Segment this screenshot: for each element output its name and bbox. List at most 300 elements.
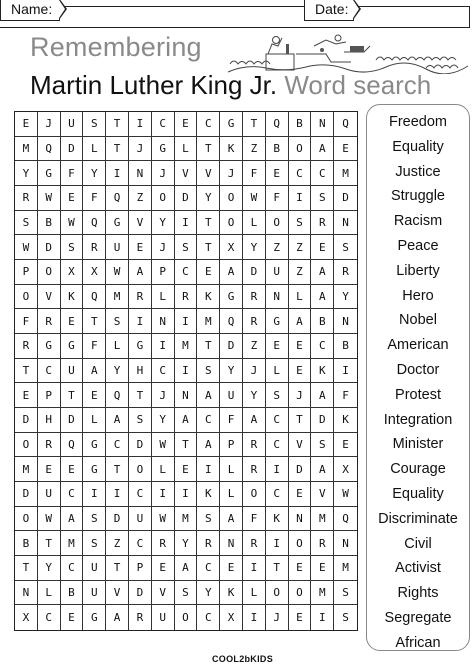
grid-cell: O — [289, 531, 312, 556]
grid-cell: A — [83, 359, 106, 384]
grid-cell: Z — [129, 186, 152, 211]
grid-cell: A — [129, 260, 152, 285]
grid-cell: A — [311, 383, 334, 408]
grid-cell: M — [61, 531, 84, 556]
grid-cell: S — [129, 408, 152, 433]
grid-cell: I — [243, 605, 266, 630]
grid-cell: A — [220, 507, 243, 532]
grid-cell: T — [197, 211, 220, 236]
grid-cell: D — [129, 433, 152, 458]
grid-cell: K — [220, 137, 243, 162]
grid-cell: T — [197, 137, 220, 162]
grid-cell: A — [311, 285, 334, 310]
grid-cell: W — [243, 186, 266, 211]
grid-cell: J — [129, 137, 152, 162]
grid-cell: E — [15, 112, 38, 137]
grid-cell: G — [266, 309, 289, 334]
grid-cell: F — [61, 161, 84, 186]
grid-cell: K — [311, 359, 334, 384]
crowd-illustration-icon — [226, 34, 470, 74]
grid-cell: X — [334, 457, 357, 482]
grid-cell: E — [220, 556, 243, 581]
grid-cell: C — [38, 359, 61, 384]
grid-cell: G — [220, 285, 243, 310]
grid-cell: U — [152, 605, 175, 630]
grid-cell: D — [61, 137, 84, 162]
grid-cell: L — [152, 457, 175, 482]
grid-cell: C — [38, 605, 61, 630]
grid-cell: C — [197, 556, 220, 581]
grid-cell: C — [197, 408, 220, 433]
word-search-grid — [14, 111, 358, 631]
grid-cell: T — [106, 556, 129, 581]
grid-cell: D — [289, 457, 312, 482]
grid-cell: Q — [334, 507, 357, 532]
grid-cell: J — [266, 605, 289, 630]
grid-cell: M — [15, 137, 38, 162]
grid-cell: O — [38, 260, 61, 285]
grid-cell: R — [311, 211, 334, 236]
grid-cell: O — [266, 581, 289, 606]
grid-cell: J — [152, 383, 175, 408]
word-list-item: Discriminate — [378, 510, 458, 527]
grid-cell: L — [220, 457, 243, 482]
word-list-item: Liberty — [396, 262, 440, 279]
grid-cell: C — [106, 433, 129, 458]
grid-cell: S — [83, 531, 106, 556]
grid-cell: R — [311, 531, 334, 556]
grid-cell: Q — [38, 137, 61, 162]
grid-cell: Y — [15, 161, 38, 186]
grid-cell: V — [38, 285, 61, 310]
grid-cell: U — [83, 581, 106, 606]
grid-cell: R — [243, 531, 266, 556]
grid-cell: F — [83, 334, 106, 359]
grid-cell: J — [38, 112, 61, 137]
grid-cell: R — [83, 235, 106, 260]
grid-cell: T — [106, 112, 129, 137]
grid-cell: O — [243, 482, 266, 507]
grid-cell: N — [152, 309, 175, 334]
title-main — [30, 70, 431, 101]
grid-cell: C — [197, 112, 220, 137]
grid-cell: B — [266, 137, 289, 162]
grid-cell: I — [106, 161, 129, 186]
grid-cell: Y — [38, 556, 61, 581]
grid-cell: O — [129, 457, 152, 482]
grid-cell: C — [61, 556, 84, 581]
grid-cell: E — [266, 161, 289, 186]
grid-cell: A — [197, 383, 220, 408]
grid-cell: Q — [83, 285, 106, 310]
grid-cell: Z — [243, 334, 266, 359]
grid-cell: A — [197, 433, 220, 458]
grid-cell: I — [175, 482, 198, 507]
grid-cell: S — [266, 383, 289, 408]
grid-cell: E — [289, 334, 312, 359]
grid-cell: S — [175, 581, 198, 606]
grid-cell: Y — [197, 186, 220, 211]
title-remembering: Remembering — [30, 32, 202, 62]
grid-cell: K — [334, 408, 357, 433]
grid-cell: U — [220, 383, 243, 408]
grid-cell: R — [15, 186, 38, 211]
grid-cell: A — [106, 408, 129, 433]
grid-cell: S — [289, 211, 312, 236]
grid-cell: R — [38, 433, 61, 458]
grid-cell: B — [15, 531, 38, 556]
grid-cell: Z — [289, 260, 312, 285]
grid-cell: S — [83, 507, 106, 532]
grid-cell: I — [83, 482, 106, 507]
grid-cell: A — [106, 605, 129, 630]
grid-cell: V — [175, 161, 198, 186]
grid-cell: L — [83, 137, 106, 162]
grid-cell: D — [38, 235, 61, 260]
grid-cell: F — [334, 383, 357, 408]
grid-cell: N — [175, 383, 198, 408]
word-list-item: Courage — [390, 461, 446, 478]
word-list-item: African — [395, 634, 441, 651]
word-list-item: Justice — [395, 163, 441, 180]
word-list-item: Peace — [397, 237, 439, 254]
grid-cell: E — [61, 309, 84, 334]
grid-cell: S — [83, 112, 106, 137]
grid-cell: Q — [106, 186, 129, 211]
grid-cell: Z — [243, 137, 266, 162]
grid-cell: T — [83, 309, 106, 334]
grid-cell: H — [38, 408, 61, 433]
grid-cell: D — [106, 507, 129, 532]
grid-cell: A — [311, 457, 334, 482]
grid-cell: W — [15, 235, 38, 260]
grid-cell: B — [61, 581, 84, 606]
grid-cell: C — [266, 433, 289, 458]
grid-cell: R — [175, 285, 198, 310]
grid-cell: E — [289, 359, 312, 384]
grid-cell: F — [266, 186, 289, 211]
grid-cell: J — [289, 383, 312, 408]
grid-cell: D — [334, 186, 357, 211]
grid-cell: Y — [106, 359, 129, 384]
grid-cell: E — [311, 235, 334, 260]
grid-cell: E — [15, 383, 38, 408]
word-list-item: Racism — [393, 213, 443, 230]
grid-cell: T — [129, 383, 152, 408]
grid-cell: M — [334, 161, 357, 186]
grid-cell: T — [197, 334, 220, 359]
grid-cell: J — [152, 235, 175, 260]
grid-cell: E — [175, 457, 198, 482]
grid-cell: W — [61, 211, 84, 236]
grid-cell: R — [243, 433, 266, 458]
grid-cell: O — [175, 605, 198, 630]
grid-cell: M — [311, 507, 334, 532]
grid-cell: J — [152, 161, 175, 186]
grid-cell: N — [129, 161, 152, 186]
grid-cell: X — [220, 605, 243, 630]
grid-cell: G — [152, 137, 175, 162]
grid-cell: Y — [243, 235, 266, 260]
grid-cell: C — [311, 334, 334, 359]
grid-cell: T — [106, 137, 129, 162]
grid-cell: U — [38, 482, 61, 507]
grid-cell: X — [220, 235, 243, 260]
grid-cell: G — [83, 457, 106, 482]
grid-cell: D — [15, 408, 38, 433]
grid-cell: C — [61, 482, 84, 507]
word-list-item: Equality — [392, 138, 444, 155]
grid-cell: F — [243, 507, 266, 532]
grid-cell: P — [152, 260, 175, 285]
grid-cell: Y — [197, 581, 220, 606]
grid-cell: R — [129, 285, 152, 310]
grid-cell: U — [106, 235, 129, 260]
grid-cell: K — [197, 285, 220, 310]
grid-cell: I — [152, 334, 175, 359]
grid-cell: P — [129, 556, 152, 581]
grid-cell: C — [289, 161, 312, 186]
grid-cell: E — [289, 482, 312, 507]
grid-cell: M — [334, 556, 357, 581]
grid-cell: E — [83, 383, 106, 408]
grid-cell: I — [175, 211, 198, 236]
grid-cell: A — [311, 260, 334, 285]
grid-cell: T — [175, 433, 198, 458]
grid-cell: W — [106, 260, 129, 285]
word-list-item: Activist — [395, 560, 441, 577]
grid-cell: C — [129, 482, 152, 507]
grid-cell: E — [61, 605, 84, 630]
grid-cell: N — [15, 581, 38, 606]
grid-cell: O — [220, 186, 243, 211]
grid-cell: T — [266, 556, 289, 581]
grid-cell: D — [220, 334, 243, 359]
grid-cell: X — [83, 260, 106, 285]
grid-cell: A — [175, 408, 198, 433]
grid-cell: Y — [152, 211, 175, 236]
grid-cell: E — [197, 260, 220, 285]
grid-cell: U — [61, 359, 84, 384]
grid-cell: U — [129, 507, 152, 532]
grid-cell: X — [61, 260, 84, 285]
grid-cell: G — [220, 112, 243, 137]
title-mlk: Martin Luther King Jr. — [30, 70, 278, 100]
grid-cell: D — [61, 408, 84, 433]
grid-cell: C — [152, 359, 175, 384]
grid-cell: F — [243, 161, 266, 186]
grid-cell: Z — [106, 531, 129, 556]
grid-cell: K — [61, 285, 84, 310]
grid-cell: M — [197, 309, 220, 334]
grid-cell: Q — [220, 309, 243, 334]
grid-cell: Y — [220, 359, 243, 384]
grid-cell: V — [129, 211, 152, 236]
grid-cell: W — [38, 186, 61, 211]
grid-cell: A — [220, 260, 243, 285]
word-list-item: Minister — [392, 436, 444, 453]
word-list-item: Nobel — [399, 312, 437, 329]
grid-cell: U — [61, 112, 84, 137]
grid-cell: S — [197, 507, 220, 532]
grid-cell: C — [175, 260, 198, 285]
brand-logo: COOL2bKIDS — [212, 654, 274, 664]
grid-cell: G — [129, 334, 152, 359]
grid-cell: D — [243, 260, 266, 285]
grid-cell: P — [220, 433, 243, 458]
grid-cell: H — [129, 359, 152, 384]
grid-cell: L — [243, 211, 266, 236]
grid-cell: I — [311, 605, 334, 630]
grid-cell: B — [311, 309, 334, 334]
grid-cell: L — [220, 482, 243, 507]
grid-cell: N — [220, 531, 243, 556]
word-list-item: Hero — [402, 287, 434, 304]
grid-cell: U — [266, 260, 289, 285]
grid-cell: R — [243, 285, 266, 310]
grid-cell: V — [152, 581, 175, 606]
grid-cell: S — [197, 359, 220, 384]
grid-cell: A — [175, 556, 198, 581]
grid-cell: Y — [334, 285, 357, 310]
grid-cell: Z — [289, 235, 312, 260]
grid-cell: T — [15, 359, 38, 384]
grid-cell: B — [334, 334, 357, 359]
grid-cell: T — [289, 408, 312, 433]
grid-cell: G — [106, 211, 129, 236]
grid-cell: G — [38, 334, 61, 359]
grid-cell: G — [83, 433, 106, 458]
grid-cell: E — [61, 457, 84, 482]
grid-cell: M — [175, 507, 198, 532]
grid-cell: L — [152, 285, 175, 310]
grid-cell: R — [38, 309, 61, 334]
grid-cell: Q — [334, 112, 357, 137]
grid-cell: J — [243, 359, 266, 384]
grid-cell: E — [266, 334, 289, 359]
grid-cell: C — [197, 605, 220, 630]
grid-cell: C — [311, 161, 334, 186]
grid-cell: E — [175, 112, 198, 137]
grid-cell: B — [38, 211, 61, 236]
word-list-item: Freedom — [388, 114, 448, 130]
grid-cell: I — [152, 482, 175, 507]
grid-cell: R — [15, 334, 38, 359]
grid-cell: D — [15, 482, 38, 507]
grid-cell: T — [38, 531, 61, 556]
grid-cell: Q — [83, 211, 106, 236]
grid-cell: W — [152, 507, 175, 532]
grid-cell: D — [311, 408, 334, 433]
grid-cell: L — [243, 581, 266, 606]
grid-cell: S — [334, 235, 357, 260]
grid-cell: R — [243, 309, 266, 334]
grid-cell: R — [334, 260, 357, 285]
grid-cell: S — [311, 186, 334, 211]
grid-cell: L — [106, 334, 129, 359]
grid-cell: F — [83, 186, 106, 211]
grid-cell: V — [289, 433, 312, 458]
grid-cell: T — [197, 235, 220, 260]
grid-cell: R — [197, 531, 220, 556]
grid-cell: A — [243, 408, 266, 433]
grid-cell: L — [83, 408, 106, 433]
grid-cell: F — [220, 408, 243, 433]
grid-cell: G — [61, 334, 84, 359]
grid-cell: G — [38, 161, 61, 186]
grid-cell: O — [220, 211, 243, 236]
grid-cell: O — [15, 285, 38, 310]
word-list-item: Integration — [383, 411, 453, 428]
grid-cell: P — [15, 260, 38, 285]
grid-cell: K — [266, 507, 289, 532]
word-list-item: Civil — [404, 535, 432, 552]
grid-cell: V — [106, 581, 129, 606]
grid-cell: C — [266, 482, 289, 507]
grid-cell: T — [15, 556, 38, 581]
grid-cell: O — [289, 581, 312, 606]
grid-cell: I — [266, 457, 289, 482]
grid-cell: L — [266, 359, 289, 384]
grid-cell: S — [15, 211, 38, 236]
grid-cell: N — [334, 211, 357, 236]
grid-cell: A — [311, 137, 334, 162]
grid-cell: E — [152, 556, 175, 581]
grid-cell: L — [289, 285, 312, 310]
date-label: Date: — [304, 0, 354, 21]
grid-cell: T — [243, 112, 266, 137]
grid-cell: S — [175, 235, 198, 260]
grid-cell: N — [266, 285, 289, 310]
grid-cell: U — [83, 556, 106, 581]
grid-cell: O — [266, 211, 289, 236]
grid-cell: L — [175, 137, 198, 162]
name-label: Name: — [0, 0, 60, 21]
grid-cell: Y — [243, 383, 266, 408]
grid-cell: E — [334, 433, 357, 458]
grid-cell: N — [311, 112, 334, 137]
word-list — [367, 105, 469, 656]
grid-cell: S — [106, 309, 129, 334]
grid-cell: W — [334, 482, 357, 507]
grid-cell: Y — [152, 408, 175, 433]
grid-cell: G — [83, 605, 106, 630]
grid-cell: I — [243, 556, 266, 581]
grid-cell: F — [15, 309, 38, 334]
grid-cell: O — [289, 137, 312, 162]
grid-cell: E — [61, 186, 84, 211]
grid-cell: A — [289, 309, 312, 334]
grid-cell: I — [175, 359, 198, 384]
grid-cell: K — [220, 581, 243, 606]
grid-cell: W — [152, 433, 175, 458]
grid-cell: I — [106, 482, 129, 507]
grid-cell: Q — [61, 433, 84, 458]
grid-cell: W — [38, 507, 61, 532]
word-list-item: Rights — [397, 585, 439, 602]
grid-cell: S — [61, 235, 84, 260]
grid-cell: V — [197, 161, 220, 186]
grid-cell: M — [106, 285, 129, 310]
grid-cell: O — [152, 186, 175, 211]
grid-cell: T — [106, 457, 129, 482]
grid-cell: Y — [83, 161, 106, 186]
grid-cell: N — [289, 507, 312, 532]
grid-cell: B — [289, 112, 312, 137]
grid-cell: P — [38, 383, 61, 408]
grid-cell: E — [38, 457, 61, 482]
word-list-item: Protest — [395, 386, 441, 403]
